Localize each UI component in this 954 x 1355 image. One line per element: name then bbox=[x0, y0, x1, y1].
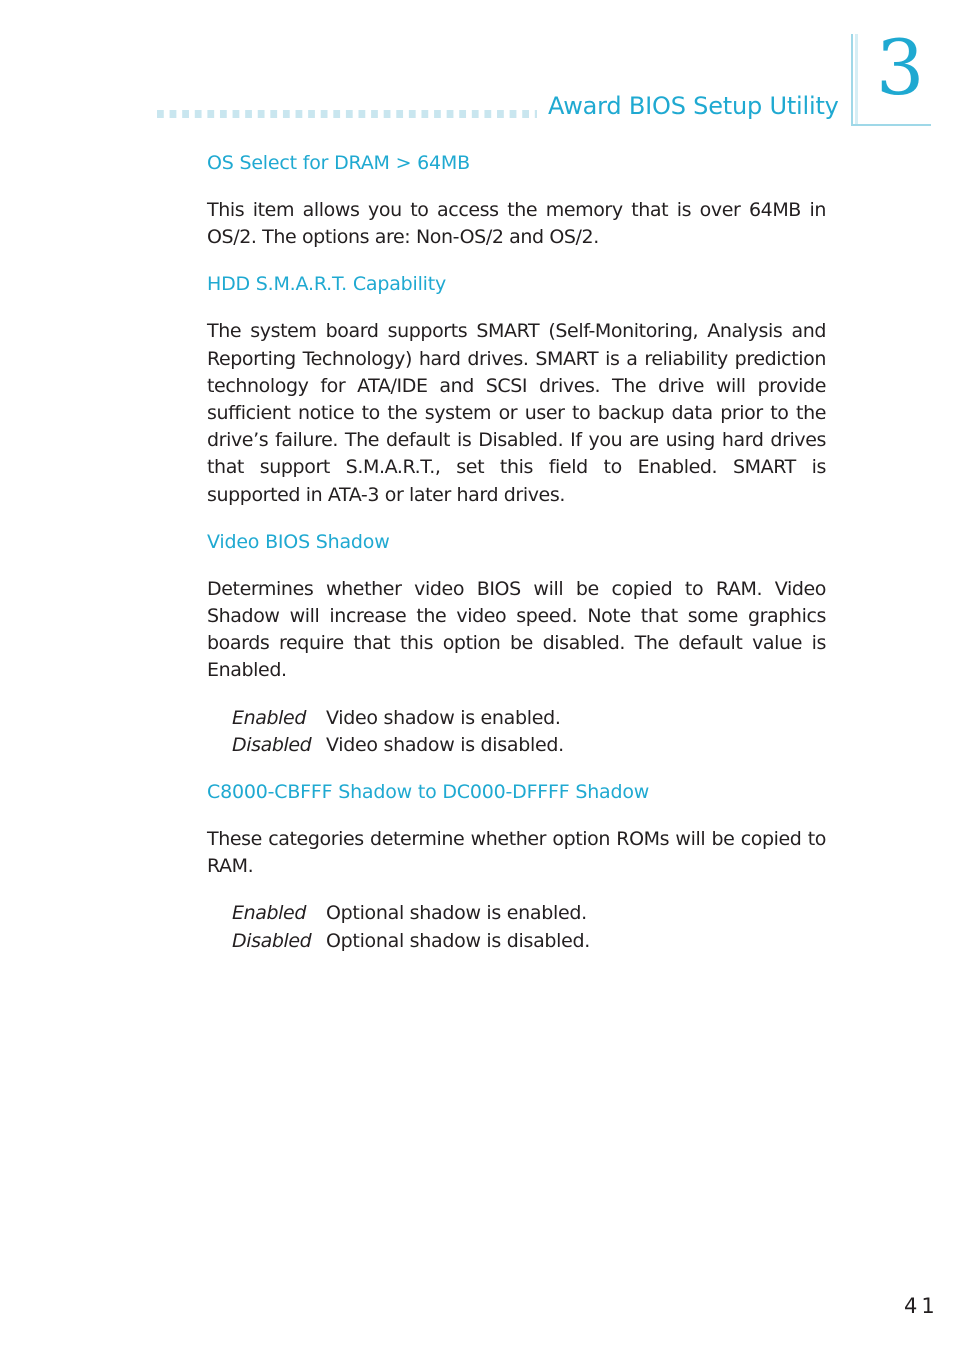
option-key: Enabled bbox=[232, 706, 306, 729]
option-description: Optional shadow is enabled. bbox=[326, 902, 587, 925]
page-content bbox=[207, 150, 826, 975]
header-dot-rule bbox=[157, 108, 537, 120]
option-row bbox=[232, 732, 826, 759]
option-description: Optional shadow is disabled. bbox=[326, 929, 591, 952]
option-key: Disabled bbox=[232, 733, 312, 756]
section-body-rom-shadow: These categories determine whether option ROMs will be copied to RAM. bbox=[207, 828, 826, 878]
option-row bbox=[232, 705, 826, 732]
section-body-video-bios-shadow: Determines whether video BIOS will be copied to RAM. Video Shadow will increase the video speed. Note that some graphics boards require that this option be disabled. The default value is Enabled. bbox=[207, 577, 826, 682]
option-key: Disabled bbox=[232, 929, 312, 952]
option-row bbox=[232, 900, 826, 927]
section-heading-rom-shadow: C8000-CBFFF Shadow to DC000-DFFFF Shadow bbox=[207, 781, 650, 804]
option-description: Video shadow is enabled. bbox=[326, 706, 561, 729]
section-heading-os-select: OS Select for DRAM > 64MB bbox=[207, 152, 470, 174]
chapter-number: 3 bbox=[876, 23, 925, 112]
option-key: Enabled bbox=[232, 902, 306, 925]
running-header-title: Award BIOS Setup Utility bbox=[548, 92, 839, 120]
option-list-rom-shadow bbox=[232, 900, 826, 954]
section-body-os-select: This item allows you to access the memory that is over 64MB in OS/2. The options are: Non-OS/2 and OS/2. bbox=[207, 199, 826, 249]
section-heading-video-bios-shadow: Video BIOS Shadow bbox=[207, 530, 390, 553]
option-description: Video shadow is disabled. bbox=[326, 733, 564, 756]
page-number: 41 bbox=[904, 1294, 939, 1318]
section-heading-hdd-smart: HDD S.M.A.R.T. Capability bbox=[207, 273, 447, 296]
section-body-hdd-smart: The system board supports SMART (Self-Monitoring, Analysis and Reporting Technology) hard drives. SMART is a reliability prediction technology for ATA/IDE and SCSI drives. The drive will provide sufficient notice to the system or user to backup data prior to the drive’s failure. The default is Disabled. If you are using hard drives that support S.M.A.R.T., set this field to Enabled. SMART is supported in ATA-3 or later hard drives. bbox=[207, 320, 826, 506]
option-row bbox=[232, 928, 826, 955]
option-list-video-bios-shadow bbox=[232, 705, 826, 759]
